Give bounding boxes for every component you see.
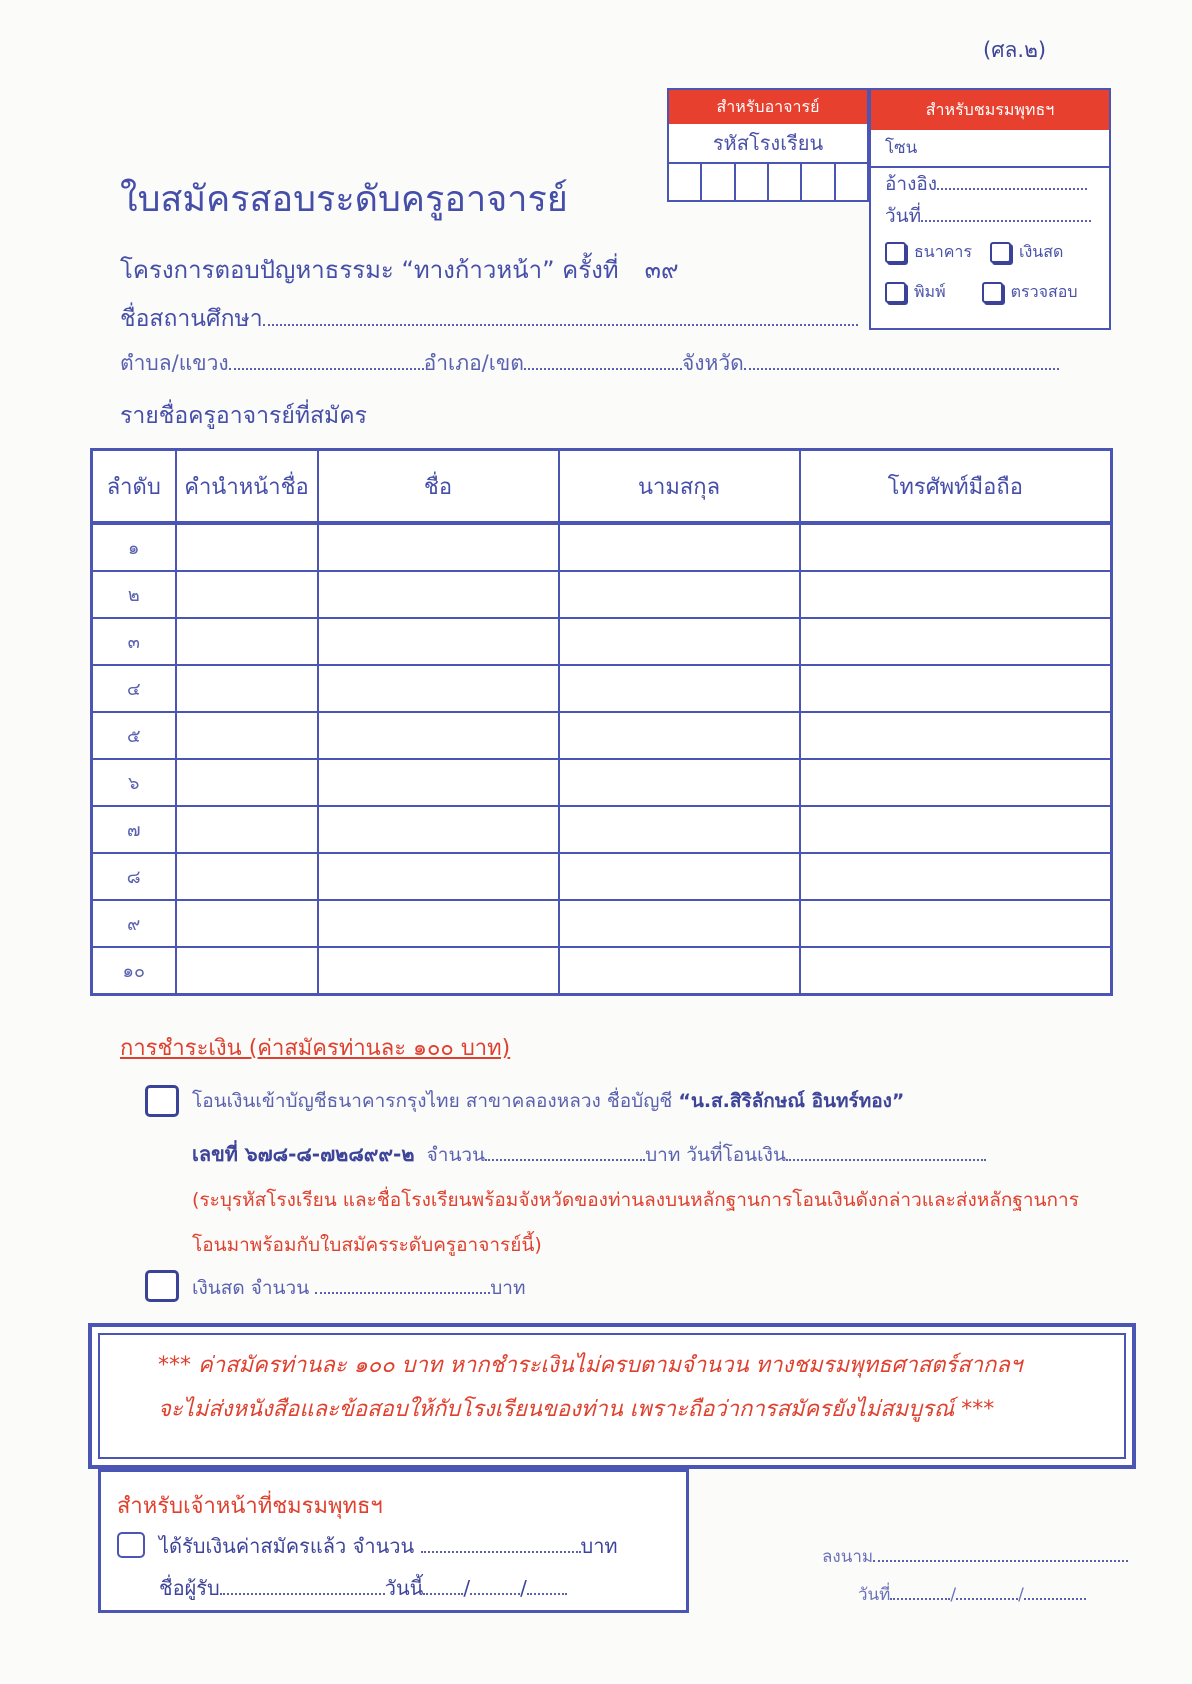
club-box-header: สำหรับชมรมพุทธฯ xyxy=(871,90,1109,130)
cash-baht: บาท xyxy=(490,1276,526,1299)
phone-cell[interactable] xyxy=(800,665,1112,712)
phone-cell[interactable] xyxy=(800,618,1112,665)
prefix-cell[interactable] xyxy=(176,947,318,995)
bank-checkbox[interactable] xyxy=(885,242,906,263)
school-code-cell[interactable] xyxy=(736,164,769,200)
table-row xyxy=(92,618,1112,665)
firstname-cell[interactable] xyxy=(318,853,559,900)
row-number: ๑ xyxy=(92,523,176,571)
firstname-cell[interactable] xyxy=(318,806,559,853)
cash-label-club: เงินสด xyxy=(1018,241,1064,261)
row-number: ๑๐ xyxy=(92,947,176,995)
cash-checkbox[interactable] xyxy=(145,1270,179,1302)
row-number: ๙ xyxy=(92,900,176,947)
col-header-lastname: นามสกุล xyxy=(559,450,800,524)
school-name-label: ชื่อสถานศึกษา xyxy=(120,306,263,333)
row-number: ๓ xyxy=(92,618,176,665)
staff-box-title: สำหรับเจ้าหน้าที่ชมรมพุทธฯ xyxy=(117,1494,383,1519)
col-header-order: ลำดับ xyxy=(92,450,176,524)
lastname-cell[interactable] xyxy=(559,571,800,618)
warning-line-1: *** ค่าสมัครท่านละ ๑๐๐ บาท หากชำระเงินไม่ครบตามจำนวน ทางชมรมพุทธศาสตร์สากลฯ xyxy=(158,1353,1023,1378)
warning-line-2: จะไม่ส่งหนังสือและข้อสอบให้กับโรงเรียนของท่าน เพราะถือว่าการสมัครยังไม่สมบูรณ์ *** xyxy=(158,1397,995,1422)
teacher-box-header: สำหรับอาจารย์ xyxy=(669,90,867,124)
table-row xyxy=(92,806,1112,853)
prefix-cell[interactable] xyxy=(176,806,318,853)
school-code-cell[interactable] xyxy=(702,164,735,200)
check-label: ตรวจสอบ xyxy=(1010,281,1078,301)
received-baht: บาท xyxy=(580,1534,618,1558)
row-number: ๘ xyxy=(92,853,176,900)
table-row xyxy=(92,759,1112,806)
ref-label: อ้างอิง xyxy=(885,173,938,195)
school-code-label: รหัสโรงเรียน xyxy=(669,124,867,164)
zone-label: โซน xyxy=(885,138,918,158)
firstname-cell[interactable] xyxy=(318,523,559,571)
firstname-cell[interactable] xyxy=(318,759,559,806)
bank-label: ธนาคาร xyxy=(914,241,972,261)
firstname-cell[interactable] xyxy=(318,571,559,618)
firstname-cell[interactable] xyxy=(318,665,559,712)
transfer-prefix: โอนเงินเข้าบัญชีธนาคารกรุงไทย สาขาคลองหลวง ชื่อบัญชี xyxy=(192,1090,673,1112)
ref-field[interactable] xyxy=(871,168,1109,200)
registrants-table xyxy=(90,448,1113,996)
col-header-firstname: ชื่อ xyxy=(318,450,559,524)
lastname-cell[interactable] xyxy=(559,712,800,759)
club-date-field[interactable] xyxy=(871,200,1109,232)
row-number: ๗ xyxy=(92,806,176,853)
transfer-checkbox[interactable] xyxy=(145,1085,179,1117)
zone-field[interactable] xyxy=(871,130,1109,168)
prefix-cell[interactable] xyxy=(176,571,318,618)
phone-cell[interactable] xyxy=(800,806,1112,853)
project-line xyxy=(120,250,679,289)
warning-box xyxy=(88,1323,1136,1469)
table-header-row xyxy=(92,450,1112,524)
prefix-cell[interactable] xyxy=(176,712,318,759)
school-code-cell[interactable] xyxy=(802,164,835,200)
lastname-cell[interactable] xyxy=(559,900,800,947)
received-label: ได้รับเงินค่าสมัครแล้ว จำนวน xyxy=(159,1534,415,1558)
payment-heading: การชำระเงิน (ค่าสมัครท่านละ ๑๐๐ บาท) xyxy=(120,1036,511,1061)
cash-label: เงินสด จำนวน xyxy=(192,1276,310,1299)
signature-field[interactable] xyxy=(822,1542,1128,1570)
table-row xyxy=(92,900,1112,947)
prefix-cell[interactable] xyxy=(176,853,318,900)
prefix-cell[interactable] xyxy=(176,665,318,712)
cash-checkbox-club[interactable] xyxy=(990,242,1011,263)
row-number: ๕ xyxy=(92,712,176,759)
address-line[interactable] xyxy=(120,346,1059,380)
col-header-prefix: คำนำหน้าชื่อ xyxy=(176,450,318,524)
province-label: จังหวัด xyxy=(681,351,744,376)
school-code-cell[interactable] xyxy=(836,164,867,200)
lastname-cell[interactable] xyxy=(559,806,800,853)
prefix-cell[interactable] xyxy=(176,759,318,806)
phone-cell[interactable] xyxy=(800,523,1112,571)
table-row xyxy=(92,665,1112,712)
account-name: “น.ส.สิริลักษณ์ อินทร์ทอง” xyxy=(678,1090,905,1112)
phone-cell[interactable] xyxy=(800,947,1112,995)
transfer-note-line-2: โอนมาพร้อมกับใบสมัครระดับครูอาจารย์นี้) xyxy=(192,1234,542,1256)
cash-amount-field[interactable] xyxy=(192,1272,526,1303)
lastname-cell[interactable] xyxy=(559,523,800,571)
club-date-label: วันที่ xyxy=(885,205,922,227)
row-number: ๔ xyxy=(92,665,176,712)
table-row xyxy=(92,712,1112,759)
check-checkbox[interactable] xyxy=(982,282,1003,303)
phone-cell[interactable] xyxy=(800,900,1112,947)
lastname-cell[interactable] xyxy=(559,759,800,806)
subdistrict-label: ตำบล/แขวง xyxy=(120,351,229,376)
school-name-field[interactable] xyxy=(120,300,858,337)
account-line[interactable] xyxy=(192,1138,986,1170)
signature-date-field[interactable]: วันที่ / / xyxy=(858,1580,1086,1608)
club-box xyxy=(869,88,1111,330)
account-number: เลขที่ ๖๗๘-๘-๗๒๘๙๙-๒ xyxy=(192,1142,415,1166)
school-code-cell[interactable] xyxy=(769,164,802,200)
list-title: รายชื่อครูอาจารย์ที่สมัคร xyxy=(120,403,367,429)
form-code: (ศล.๒) xyxy=(983,38,1047,62)
lastname-cell[interactable] xyxy=(559,947,800,995)
table-row xyxy=(92,853,1112,900)
firstname-cell[interactable] xyxy=(318,900,559,947)
project-number: ๓๙ xyxy=(644,256,679,284)
district-label: อำเภอ/เขต xyxy=(423,351,524,376)
lastname-cell[interactable] xyxy=(559,665,800,712)
signature-label: ลงนาม xyxy=(822,1546,874,1567)
received-amount-field[interactable] xyxy=(159,1530,618,1562)
signature-date-label: วันที่ xyxy=(858,1584,891,1605)
col-header-phone: โทรศัพท์มือถือ xyxy=(800,450,1112,524)
row-number: ๖ xyxy=(92,759,176,806)
received-checkbox[interactable] xyxy=(117,1532,145,1558)
transfer-date-label: บาท วันที่โอนเงิน xyxy=(645,1144,786,1166)
transfer-amount-label: จำนวน xyxy=(426,1144,486,1166)
receiver-label: ชื่อผู้รับ xyxy=(159,1576,220,1600)
print-checkbox[interactable] xyxy=(885,282,906,303)
table-row xyxy=(92,571,1112,618)
teacher-box xyxy=(667,88,869,202)
table-row xyxy=(92,947,1112,995)
print-label: พิมพ์ xyxy=(914,281,946,301)
prefix-cell[interactable] xyxy=(176,618,318,665)
table-row xyxy=(92,523,1112,571)
transfer-note-line-1: (ระบุรหัสโรงเรียน และชื่อโรงเรียนพร้อมจังหวัดของท่านลงบนหลักฐานการโอนเงินดังกล่าวและส่งหลักฐานการ xyxy=(192,1189,1079,1211)
school-code-cell[interactable] xyxy=(669,164,702,200)
firstname-cell[interactable] xyxy=(318,947,559,995)
lastname-cell[interactable] xyxy=(559,618,800,665)
prefix-cell[interactable] xyxy=(176,900,318,947)
firstname-cell[interactable] xyxy=(318,712,559,759)
firstname-cell[interactable] xyxy=(318,618,559,665)
lastname-cell[interactable] xyxy=(559,853,800,900)
transfer-text xyxy=(192,1086,904,1116)
receiver-field[interactable]: ชื่อผู้รับ วันนี้ / / xyxy=(159,1572,567,1604)
page-title: ใบสมัครสอบระดับครูอาจารย์ xyxy=(120,179,568,220)
row-number: ๒ xyxy=(92,571,176,618)
today-label: วันนี้ xyxy=(384,1576,424,1600)
staff-box xyxy=(98,1469,689,1613)
prefix-cell[interactable] xyxy=(176,523,318,571)
phone-cell[interactable] xyxy=(800,712,1112,759)
school-code-cells[interactable] xyxy=(669,164,867,200)
phone-cell[interactable] xyxy=(800,571,1112,618)
phone-cell[interactable] xyxy=(800,759,1112,806)
phone-cell[interactable] xyxy=(800,853,1112,900)
project-text: โครงการตอบปัญหาธรรมะ “ทางก้าวหน้า” ครั้งที่ xyxy=(120,256,619,284)
